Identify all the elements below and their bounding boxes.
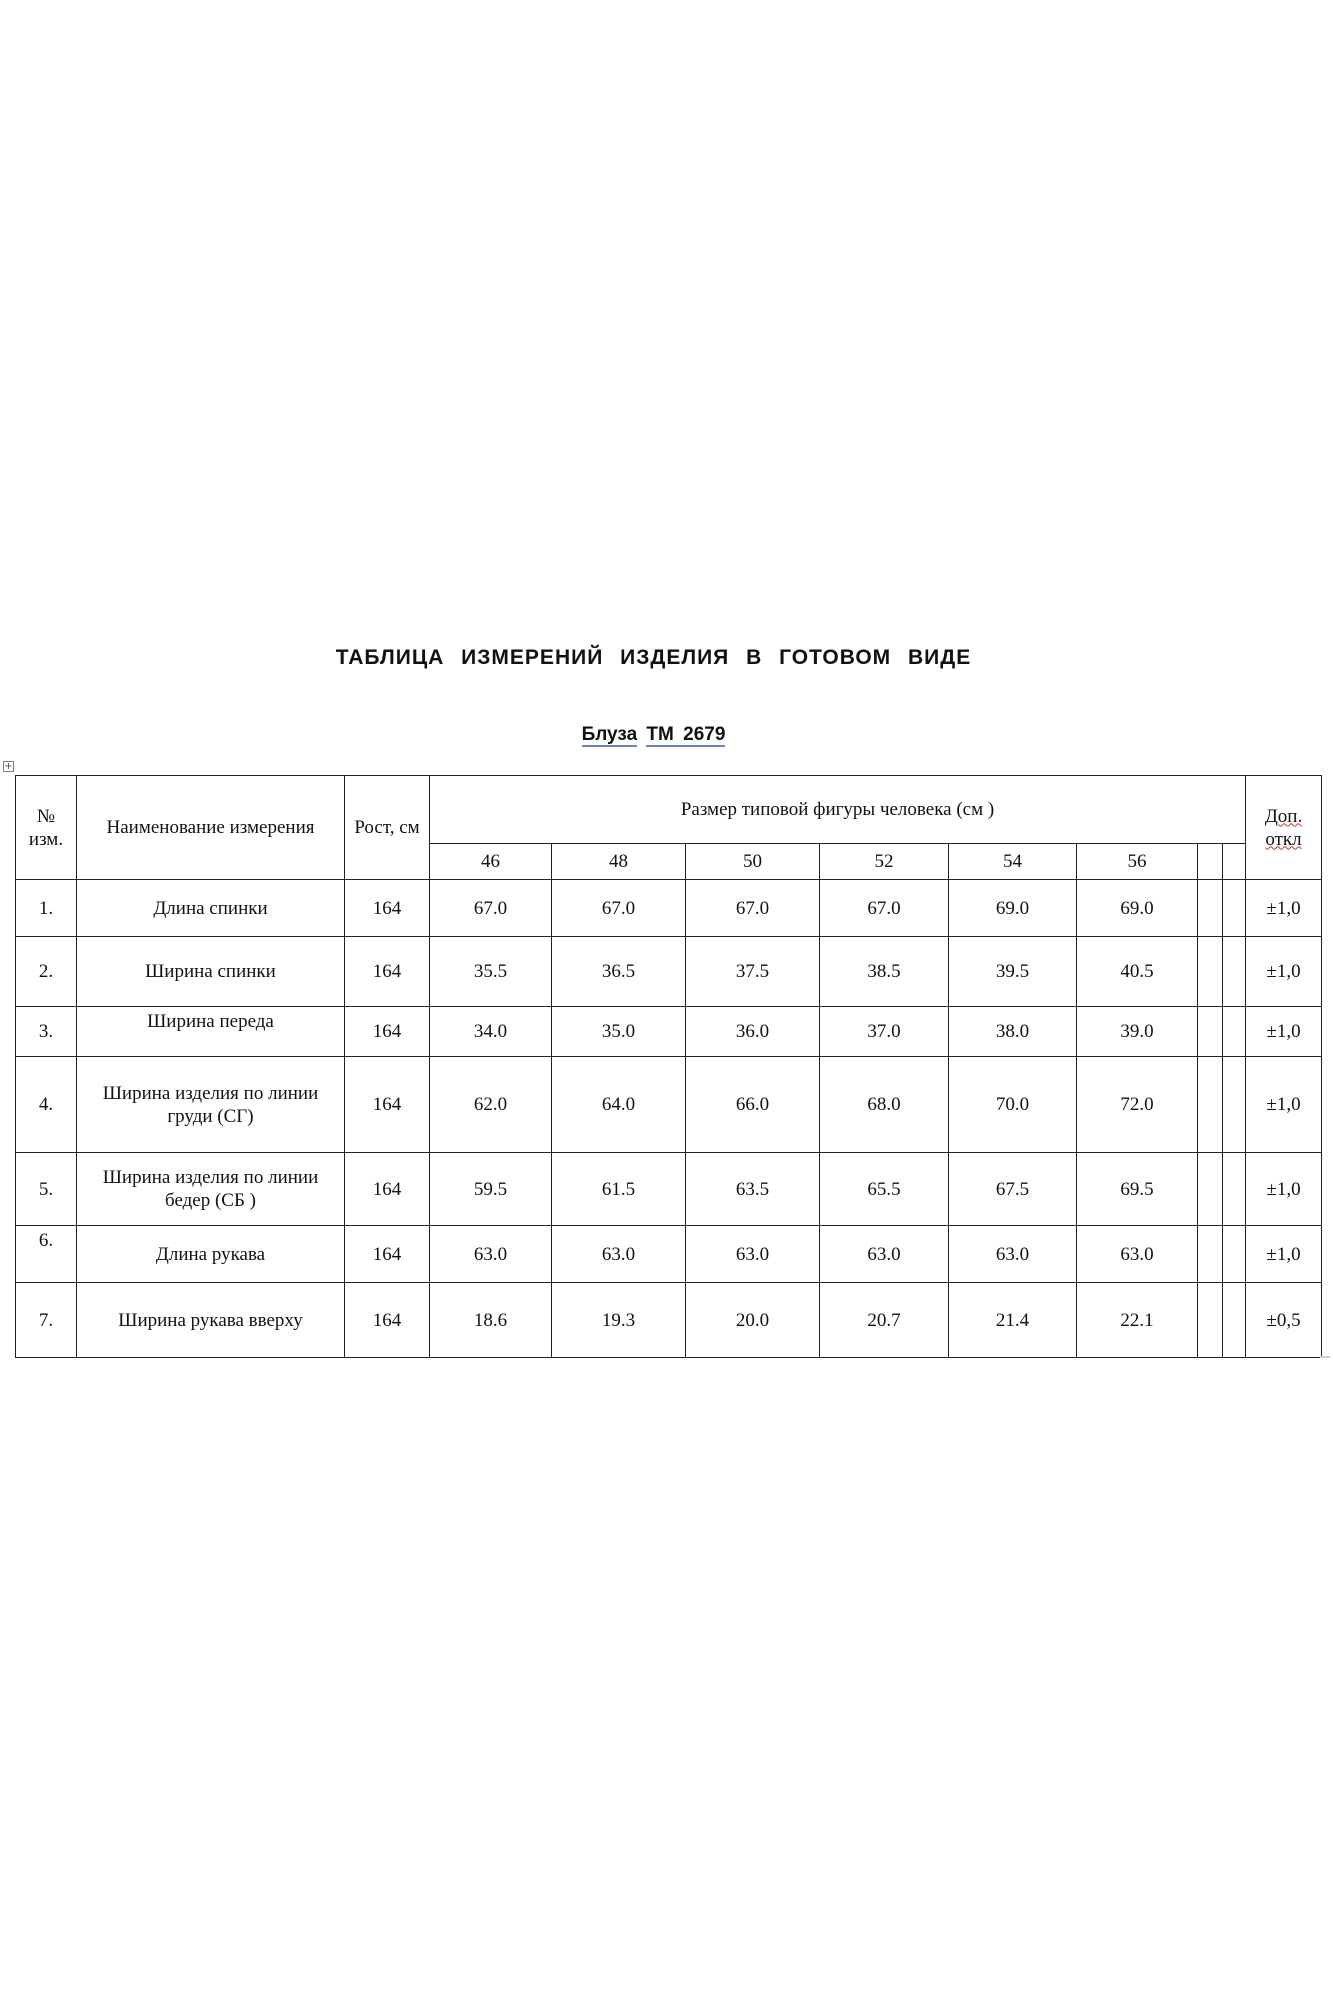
measurement-table — [15, 775, 1322, 1358]
measurement-value: 37.0 — [820, 1007, 949, 1057]
measurement-value: 63.0 — [949, 1226, 1077, 1283]
empty-cell — [1198, 1226, 1223, 1283]
measurement-value: 40.5 — [1077, 937, 1198, 1007]
measurement-value: 67.0 — [820, 880, 949, 937]
tolerance-value: ±0,5 — [1246, 1283, 1322, 1358]
measurement-name: Ширина спинки — [77, 937, 345, 1007]
row-number: 4. — [16, 1057, 77, 1153]
empty-cell — [1223, 1283, 1246, 1358]
header-height: Рост, см — [345, 776, 430, 880]
tolerance-value: ±1,0 — [1246, 880, 1322, 937]
empty-cell — [1198, 937, 1223, 1007]
empty-size-cell — [1223, 844, 1246, 880]
measurement-value: 69.0 — [1077, 880, 1198, 937]
measurement-value: 19.3 — [552, 1283, 686, 1358]
page-edge-mark — [1320, 1356, 1330, 1358]
empty-cell — [1223, 1153, 1246, 1226]
measurement-value: 63.5 — [686, 1153, 820, 1226]
measurement-value: 67.5 — [949, 1153, 1077, 1226]
measurement-value: 68.0 — [820, 1057, 949, 1153]
empty-cell — [1198, 880, 1223, 937]
measurement-value: 64.0 — [552, 1057, 686, 1153]
tolerance-value: ±1,0 — [1246, 1007, 1322, 1057]
measurement-value: 66.0 — [686, 1057, 820, 1153]
size-cell: 50 — [686, 844, 820, 880]
measurement-value: 36.5 — [552, 937, 686, 1007]
empty-size-cell — [1198, 844, 1223, 880]
size-cell: 56 — [1077, 844, 1198, 880]
empty-cell — [1223, 1007, 1246, 1057]
row-number: 2. — [16, 937, 77, 1007]
tolerance-value: ±1,0 — [1246, 1153, 1322, 1226]
measurement-value: 20.0 — [686, 1283, 820, 1358]
table-move-handle-icon[interactable]: + — [4, 761, 13, 772]
measurement-name: Ширина рукава вверху — [77, 1283, 345, 1358]
table-row — [16, 1007, 1322, 1057]
measurement-value: 35.0 — [552, 1007, 686, 1057]
empty-cell — [1198, 1153, 1223, 1226]
table-row — [16, 1057, 1322, 1153]
measurement-value: 61.5 — [552, 1153, 686, 1226]
measurement-value: 69.0 — [949, 880, 1077, 937]
header-tolerance-text: Доп. откл — [1264, 805, 1303, 850]
measurement-value: 65.5 — [820, 1153, 949, 1226]
header-size-group: Размер типовой фигуры человека (см ) — [430, 776, 1246, 844]
measurement-name: Длина рукава — [77, 1226, 345, 1283]
table-row — [16, 1153, 1322, 1226]
size-cell: 48 — [552, 844, 686, 880]
measurement-value: 18.6 — [430, 1283, 552, 1358]
product-code: ТМ 2679 — [646, 724, 726, 745]
table-row — [16, 937, 1322, 1007]
measurement-value: 59.5 — [430, 1153, 552, 1226]
row-number: 7. — [16, 1283, 77, 1358]
measurement-value: 35.5 — [430, 937, 552, 1007]
measurement-value: 67.0 — [686, 880, 820, 937]
empty-cell — [1223, 880, 1246, 937]
row-number: 6. — [16, 1226, 77, 1283]
measurement-value: 39.5 — [949, 937, 1077, 1007]
measurement-value: 38.5 — [820, 937, 949, 1007]
measurement-name: Ширина изделия по линии бедер (СБ ) — [77, 1153, 345, 1226]
size-cell: 54 — [949, 844, 1077, 880]
height-value: 164 — [345, 1283, 430, 1358]
header-row — [16, 776, 1322, 844]
size-cell: 46 — [430, 844, 552, 880]
document-title: ТАБЛИЦА ИЗМЕРЕНИЙ ИЗДЕЛИЯ В ГОТОВОМ ВИДЕ — [335, 646, 972, 669]
measurement-value: 38.0 — [949, 1007, 1077, 1057]
measurement-value: 67.0 — [430, 880, 552, 937]
measurement-name: Ширина переда — [77, 1007, 345, 1057]
measurement-value: 34.0 — [430, 1007, 552, 1057]
header-number: № изм. — [16, 776, 77, 880]
height-value: 164 — [345, 1007, 430, 1057]
tolerance-value: ±1,0 — [1246, 1057, 1322, 1153]
row-number: 5. — [16, 1153, 77, 1226]
measurement-value: 63.0 — [430, 1226, 552, 1283]
measurement-value: 70.0 — [949, 1057, 1077, 1153]
measurement-value: 67.0 — [552, 880, 686, 937]
measurement-value: 69.5 — [1077, 1153, 1198, 1226]
measurement-value: 63.0 — [1077, 1226, 1198, 1283]
header-tolerance — [1246, 776, 1322, 880]
empty-cell — [1223, 1057, 1246, 1153]
table-row — [16, 1226, 1322, 1283]
measurement-value: 62.0 — [430, 1057, 552, 1153]
measurement-value: 20.7 — [820, 1283, 949, 1358]
measurement-value: 63.0 — [552, 1226, 686, 1283]
product-subtitle — [0, 724, 1307, 746]
table-row — [16, 1283, 1322, 1358]
height-value: 164 — [345, 937, 430, 1007]
measurement-value: 63.0 — [686, 1226, 820, 1283]
height-value: 164 — [345, 1153, 430, 1226]
size-cell: 52 — [820, 844, 949, 880]
empty-cell — [1198, 1283, 1223, 1358]
measurement-value: 22.1 — [1077, 1283, 1198, 1358]
measurement-value: 36.0 — [686, 1007, 820, 1057]
measurement-name: Ширина изделия по линии груди (СГ) — [77, 1057, 345, 1153]
empty-cell — [1198, 1057, 1223, 1153]
height-value: 164 — [345, 1057, 430, 1153]
empty-cell — [1223, 937, 1246, 1007]
measurement-value: 72.0 — [1077, 1057, 1198, 1153]
height-value: 164 — [345, 1226, 430, 1283]
measurement-name: Длина спинки — [77, 880, 345, 937]
measurement-value: 39.0 — [1077, 1007, 1198, 1057]
row-number: 3. — [16, 1007, 77, 1057]
row-number: 1. — [16, 880, 77, 937]
height-value: 164 — [345, 880, 430, 937]
product-label: Блуза — [581, 724, 638, 745]
table-row — [16, 880, 1322, 937]
tolerance-value: ±1,0 — [1246, 937, 1322, 1007]
measurement-value: 63.0 — [820, 1226, 949, 1283]
tolerance-value: ±1,0 — [1246, 1226, 1322, 1283]
measurement-value: 21.4 — [949, 1283, 1077, 1358]
measurement-value: 37.5 — [686, 937, 820, 1007]
empty-cell — [1198, 1007, 1223, 1057]
empty-cell — [1223, 1226, 1246, 1283]
header-name: Наименование измерения — [77, 776, 345, 880]
